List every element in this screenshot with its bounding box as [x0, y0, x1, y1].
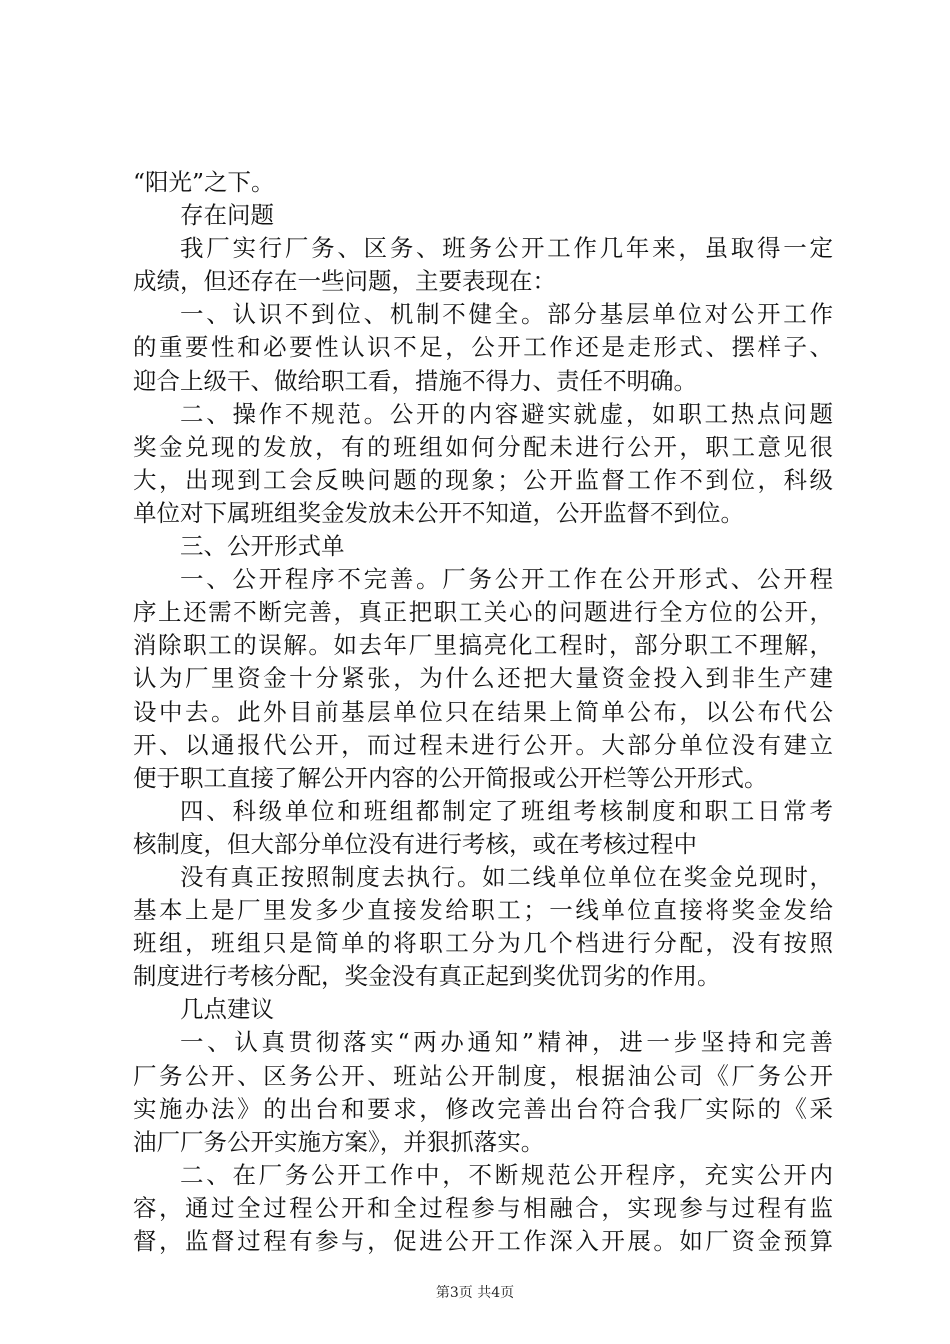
section-heading: 存在问题	[180, 201, 274, 230]
paragraph-line: 厂务公开、区务公开、班站公开制度，根据油公司《厂务公开	[133, 1061, 833, 1090]
paragraph-line: 便于职工直接了解公开内容的公开简报或公开栏等公开形式。	[133, 763, 768, 792]
paragraph-line: 序上还需不断完善，真正把职工关心的问题进行全方位的公开，	[133, 598, 833, 627]
paragraph-line: 的重要性和必要性认识不足，公开工作还是走形式、摆样子、	[133, 333, 833, 362]
paragraph-line: 制度进行考核分配，奖金没有真正起到奖优罚劣的作用。	[133, 962, 721, 991]
paragraph-line: 二、操作不规范。公开的内容避实就虚，如职工热点问题	[180, 399, 833, 428]
paragraph-line: 基本上是厂里发多少直接发给职工；一线单位直接将奖金发给	[133, 896, 833, 925]
paragraph-line: 奖金兑现的发放，有的班组如何分配未进行公开，职工意见很	[133, 432, 833, 461]
paragraph-line: 班组，班组只是简单的将职工分为几个档进行分配，没有按照	[133, 929, 833, 958]
paragraph-line: 认为厂里资金十分紧张，为什么还把大量资金投入到非生产建	[133, 664, 833, 693]
paragraph-line: 一、认识不到位、机制不健全。部分基层单位对公开工作	[180, 300, 833, 329]
section-heading: 几点建议	[180, 995, 274, 1024]
paragraph-line: 消除职工的误解。如去年厂里搞亮化工程时，部分职工不理解，	[133, 631, 833, 660]
paragraph-line: 一、认真贯彻落实“两办通知”精神，进一步坚持和完善	[180, 1028, 833, 1057]
paragraph-line: 单位对下属班组奖金发放未公开不知道，公开监督不到位。	[133, 498, 744, 527]
paragraph-line: 实施办法》的出台和要求，修改完善出台符合我厂实际的《采	[133, 1094, 833, 1123]
paragraph-line: 督，监督过程有参与，促进公开工作深入开展。如厂资金预算	[133, 1227, 833, 1255]
paragraph-line: 油厂厂务公开实施方案》，并狠抓落实。	[133, 1127, 545, 1156]
paragraph-line: 三、公开形式单	[180, 532, 345, 561]
paragraph-line: 我厂实行厂务、区务、班务公开工作几年来，虽取得一定	[180, 234, 833, 263]
page-number-footer: 第3页 共4页	[435, 1285, 515, 1301]
document-body	[133, 166, 833, 1258]
paragraph-line: 核制度，但大部分单位没有进行考核，或在考核过程中	[133, 829, 697, 858]
paragraph-line: 容，通过全过程公开和全过程参与相融合，实现参与过程有监	[133, 1193, 833, 1222]
paragraph-line: “阳光”之下。	[133, 168, 275, 196]
paragraph-line: 一、公开程序不完善。厂务公开工作在公开形式、公开程	[180, 565, 833, 594]
paragraph-line: 没有真正按照制度去执行。如二线单位单位在奖金兑现时，	[180, 862, 833, 891]
paragraph-line: 大，出现到工会反映问题的现象；公开监督工作不到位，科级	[133, 465, 833, 494]
paragraph-line: 开、以通报代公开，而过程未进行公开。大部分单位没有建立	[133, 730, 833, 759]
paragraph-line: 迎合上级干、做给职工看，措施不得力、责任不明确。	[133, 366, 697, 395]
paragraph-line: 二、在厂务公开工作中，不断规范公开程序，充实公开内	[180, 1160, 833, 1189]
paragraph-line: 成绩，但还存在一些问题，主要表现在：	[133, 267, 556, 296]
paragraph-line: 设中去。此外目前基层单位只在结果上简单公布，以公布代公	[133, 697, 833, 726]
paragraph-line: 四、科级单位和班组都制定了班组考核制度和职工日常考	[180, 796, 833, 825]
